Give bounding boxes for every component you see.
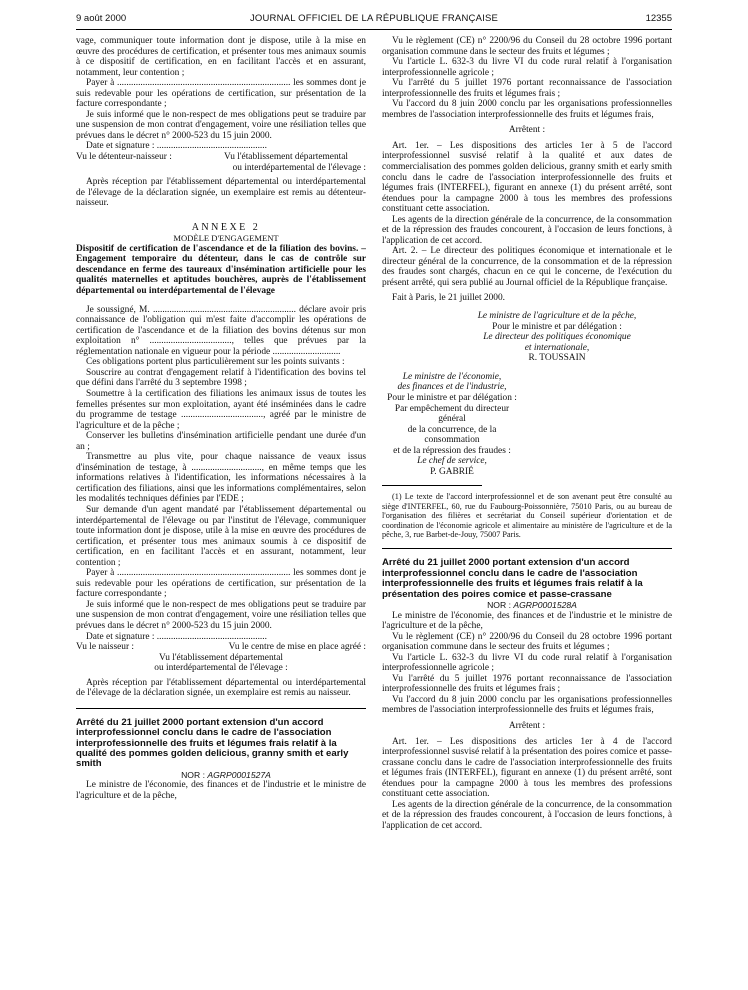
article: Art. 1er. – Les dispositions des articles 1er à 5 de l'accord interprofessionnel susvisé relatif à la qualité et aux dates de commercialisation des pommes golden delicious, granny smith et early smith conclu dans le cadre de l'association interprofessionnelle des fruits et légumes frais (INTERFEL), figurant en annexe (1) du présent arrêté, sont étendues pour la campagne 2000 à tous les membres des professions constituant cette association. — [382, 140, 672, 215]
signature-block-agriculture — [382, 311, 672, 364]
page-header — [76, 13, 672, 27]
nor-code: AGRP0001527A — [207, 769, 271, 780]
paragraph: Le ministre de l'économie, des finances et de l'industrie et le ministre de l'agriculture et de la pêche, — [76, 780, 366, 801]
signature-line: Date et signature : ............................................... — [86, 631, 267, 642]
place-date: Fait à Paris, le 21 juillet 2000. — [392, 292, 506, 303]
header-date: 9 août 2000 — [76, 13, 127, 24]
paragraph: Après réception par l'établissement départemental ou interdépartemental de l'élevage de la déclaration signée, un exemplaire est remis au naisseur. — [76, 677, 366, 699]
nor-label: NOR : — [487, 599, 511, 610]
visa-label: Vu l'établissement départemental — [159, 652, 283, 663]
paragraph: Payer à .......................................................................... les sommes dont je suis redevable pour les opérations de certification, sur présentation de la facture correspondante ; — [76, 78, 366, 110]
visa-label: ou interdépartemental de l'élevage : — [232, 162, 366, 173]
header-rule — [76, 29, 672, 30]
section-divider — [76, 708, 366, 709]
nor-code: AGRP0001528A — [513, 599, 577, 610]
signatory-title: Le ministre de l'agriculture et de la pêche, — [477, 311, 637, 322]
decree-title: Arrêté du 21 juillet 2000 portant extension d'un accord interprofessionnel conclu dans le cadre de l'association interprofessionnelle des fruits et légumes frais relatif à la présentation des poires comice et passe-crassane — [382, 557, 643, 600]
nor-label: NOR : — [181, 769, 205, 780]
paragraph: Les agents de la direction générale de la concurrence, de la consommation et de la répression des fraudes concourent, à l'occasion de leurs fonctions, à l'application de cet accord. — [382, 214, 672, 246]
visa-label: ou interdépartemental de l'élevage : — [154, 663, 288, 674]
visa-label: Vu l'établissement départemental — [224, 152, 348, 163]
nor-reference — [76, 770, 366, 781]
header-page-number: 12355 — [645, 13, 672, 24]
paragraph: Conserver les bulletins d'insémination artificielle pendant une durée d'un an ; — [76, 431, 366, 452]
left-column — [76, 36, 366, 801]
article: Art. 1er. – Les dispositions des articles 1er à 4 de l'accord interprofessionnel susvisé relatif à la présentation des poires comice et passe-crassane conclu dans le cadre de l'association interprofessionnelle des fruits et légumes frais (INTERFEL), figurant en annexe (1) du présent arrêté, sont étendues pour la campagne 2000 à tous les membres des professions constituant cette association. — [382, 736, 673, 800]
signatory-line: et de la répression des fraudes : — [393, 445, 511, 456]
paragraph: Vu le règlement (CE) n° 2200/96 du Conseil du 28 octobre 1996 portant organisation commune dans le secteur des fruits et légumes ; — [382, 36, 672, 57]
arretent-heading: Arrêtent : — [508, 721, 546, 731]
signatory-line: Pour le ministre et par délégation : — [492, 321, 622, 332]
paragraph: Je suis informé que le non-respect de mes obligations peut se traduire par une suspension de mon contrat d'engagement, voire une résiliation telles que prévues dans le décret n° 2000-523 du 15 juin 2000. — [76, 109, 366, 141]
paragraph: Vu l'article L. 632-3 du livre VI du code rural relatif à l'organisation interprofessionnelle agricole ; — [382, 57, 672, 78]
paragraph: Sur demande d'un agent mandaté par l'établissement départemental ou interdépartemental de l'élevage ou par l'institut de l'élevage, communiquer toute information dont je dispose, utile à la mise en œuvre des procédures de certification, et présenter tous mes animaux soumis à ce dispositif de certification, en en facilitant l'accès et en assurant, notamment, leur contention ; — [76, 504, 366, 568]
footnote: (1) Le texte de l'accord interprofessionnel et de son avenant peut être consulté au siège d'INTERFEL, 60, rue du Faubourg-Poissonnière, 75010 Paris, ou au bureau de l'organisation des filières et secrétariat du Conseil supérieur d'orientation et de coordination de l'économie agricole et alimentaire au ministère de l'agriculture et de la pêche, 3, rue Barbet-de-Jouy, 75007 Paris. — [382, 492, 672, 539]
paragraph: Vu l'arrêté du 5 juillet 1976 portant reconnaissance de l'association interprofessionnelle des fruits et légumes frais ; — [382, 78, 672, 99]
paragraph: Vu le règlement (CE) n° 2200/96 du Conseil du 28 octobre 1996 portant organisation commune dans le secteur des fruits et légumes ; — [382, 631, 672, 653]
signatory-title: Le chef de service, — [417, 456, 487, 467]
signatory-title: des finances et de l'industrie, — [397, 382, 507, 393]
paragraph: Vu l'arrêté du 5 juillet 1976 portant reconnaissance de l'association interprofessionnelle des fruits et légumes frais ; — [382, 673, 672, 695]
right-column — [382, 36, 672, 831]
paragraph: Vu l'article L. 632-3 du livre VI du code rural relatif à l'organisation interprofessionnelle agricole ; — [382, 652, 672, 674]
section-divider — [382, 548, 672, 549]
paragraph: Le ministre de l'économie, des finances et de l'industrie et le ministre de l'agriculture et de la pêche, — [382, 610, 672, 632]
annex-subtitle: MODÈLE D'ENGAGEMENT — [173, 233, 279, 244]
nor-reference — [382, 600, 672, 611]
signatory-title: Le ministre de l'économie, — [402, 371, 502, 382]
paragraph: Payer à .......................................................................... les sommes dont je suis redevable pour les opérations de certification, sur présentation de la facture correspondante ; — [76, 568, 366, 600]
header-journal-title: JOURNAL OFFICIEL DE LA RÉPUBLIQUE FRANÇAISE — [249, 13, 499, 24]
signature-line: Date et signature : ............................................... — [86, 141, 267, 152]
paragraph: Ces obligations portent plus particulièrement sur les points suivants : — [86, 357, 345, 368]
visa-label: Vu le centre de mise en place agréé : — [228, 642, 366, 653]
signatory-name: P. GABRIÉ — [430, 466, 474, 477]
paragraph: Je suis informé que le non-respect de mes obligations peut se traduire par une suspension de mon contrat d'engagement, voire une résiliation telles que prévues dans le décret n° 2000-523 du 15 juin 2000. — [76, 599, 366, 631]
signatory-title: et internationale, — [524, 342, 590, 353]
visa-row — [76, 152, 366, 163]
visa-row — [76, 642, 366, 653]
footnote-rule — [382, 485, 482, 486]
signature-block-economie — [382, 372, 672, 477]
signatory-title: Le directeur des politiques économique — [483, 332, 631, 343]
arretent-heading: Arrêtent : — [508, 125, 546, 136]
paragraph: vage, communiquer toute information dont je dispose, utile à la mise en œuvre des procédures de certification, et présenter tous mes animaux soumis à ce dispositif de certification, en en facilitant l'accès et en assurant, notamment, leur contention ; — [76, 36, 366, 78]
paragraph: Les agents de la direction générale de la concurrence, de la consommation et de la répression des fraudes concourent, à l'occasion de leurs fonctions, à l'application de cet accord. — [382, 799, 672, 831]
annex-title: ANNEXE 2 — [191, 221, 261, 233]
signatory-name: R. TOUSSAIN — [528, 353, 586, 364]
paragraph: Après réception par l'établissement départemental ou interdépartemental de l'élevage de la déclaration signée, un exemplaire est remis au détenteur-naisseur. — [76, 177, 366, 209]
paragraph: Soumettre à la certification des filiations les animaux issus de toutes les femelles présentes sur mon exploitation, ayant été inséminées dans le cadre du programme de testage ..................................., agréé par le ministre de l'agriculture et de la pêche ; — [76, 388, 366, 431]
paragraph: Vu l'accord du 8 juin 2000 conclu par les organisations professionnelles membres de l'association interprofessionnelle des fruits et légumes frais, — [382, 694, 672, 716]
signatory-line: Par empêchement du directeur général — [394, 403, 510, 425]
paragraph: Transmettre au plus vite, pour chaque naissance de veaux issus d'insémination de testage, à .............................., en même temps que les informations relatives à l'identification, les informations nécessaires à la certification des filiations, ainsi que les informations complémentaires, selon les modalités techniques définies par l'EDE ; — [76, 452, 366, 505]
visa-label: Vu le naisseur : — [76, 642, 135, 653]
section-heading: Dispositif de certification de l'ascendance et de la filiation des bovins. – Engagement temporaire du détenteur, dans le cas de contrôle sur descendance en ferme des taureaux d'insémination artificielle pour les qualités maternelles et aptitudes bouchères, auprès de l'établissement départemental ou interdépartemental de l'élevage — [76, 243, 366, 297]
paragraph: Je soussigné, M. ............................................................. déclare avoir pris connaissance de l'obligation qui m'est faite d'accomplir les opérations de certification de l'ascendance et de la filiation des bovins détenus sur mon exploitation n° ..................................., telles que prévues par la réglementation nationale en vigueur pour la période ............................. — [76, 304, 366, 357]
article: Art. 2. – Le directeur des politiques économique et internationale et le directeur général de la concurrence, de la consommation et de la répression des fraudes sont chargés, chacun en ce qui le concerne, de l'exécution du présent arrêté, qui sera publié au Journal officiel de la République française. — [382, 246, 672, 289]
paragraph: Souscrire au contrat d'engagement relatif à l'identification des bovins tel que défini dans l'arrêté du 3 septembre 1998 ; — [76, 367, 366, 389]
signatory-line: Pour le ministre et par délégation : — [387, 392, 517, 403]
decree-title: Arrêté du 21 juillet 2000 portant extension d'un accord interprofessionnel conclu dans le cadre de l'association interprofessionnelle des fruits et légumes frais relatif à la qualité des pommes golden delicious, granny smith et early smith — [76, 716, 349, 770]
paragraph: Vu l'accord du 8 juin 2000 conclu par les organisations professionnelles membres de l'association interprofessionnelle des fruits et légumes frais, — [382, 99, 672, 120]
visa-label: Vu le détenteur-naisseur : — [76, 152, 172, 163]
signatory-line: de la concurrence, de la consommation — [407, 424, 497, 446]
